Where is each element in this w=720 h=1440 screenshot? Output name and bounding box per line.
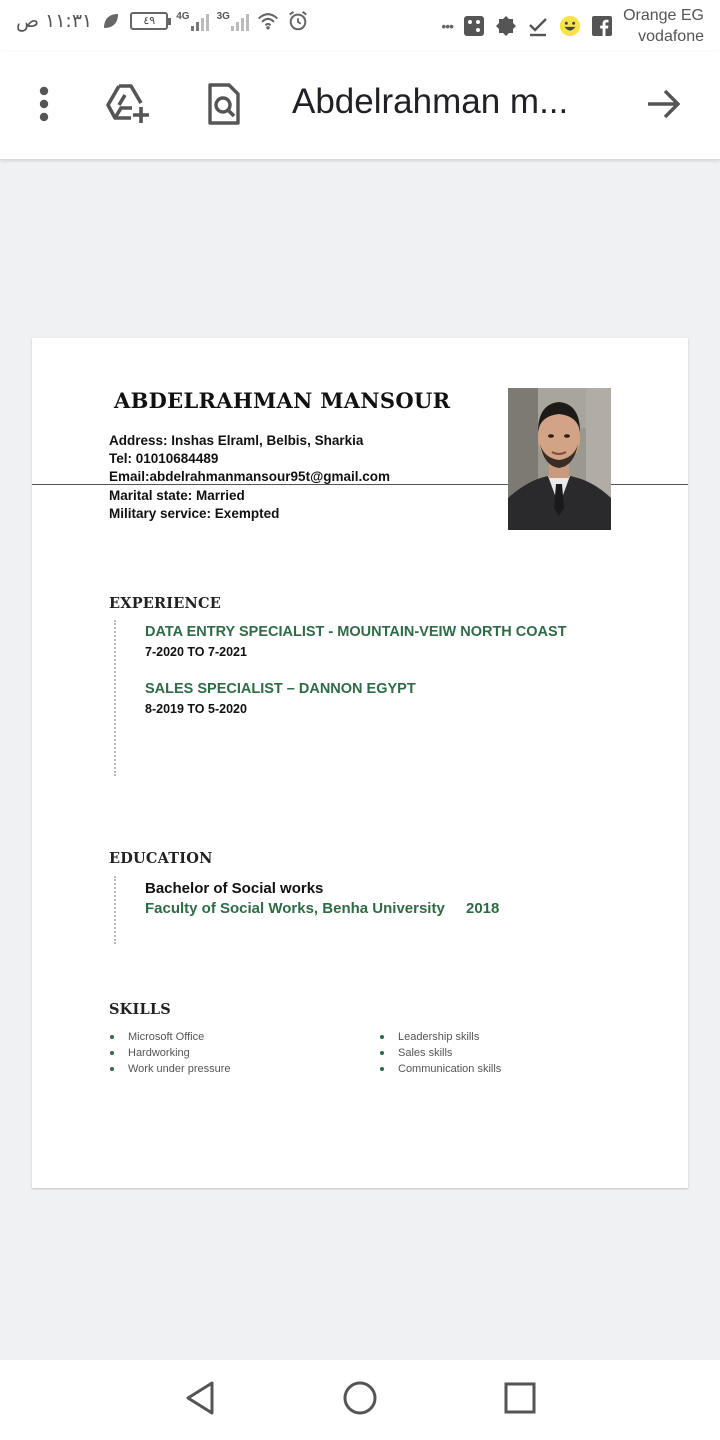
address: Address: Inshas Elraml, Belbis, Sharkia	[109, 433, 364, 448]
recents-button[interactable]	[500, 1380, 540, 1420]
arrow-forward-icon	[646, 88, 682, 125]
home-button[interactable]	[340, 1380, 380, 1420]
experience-heading: EXPERIENCE	[109, 595, 221, 612]
leaf-icon	[100, 10, 122, 32]
open-button[interactable]	[632, 74, 696, 138]
document-title: Abdelrahman m...	[292, 82, 569, 121]
clock: ١١:٣١ ص	[16, 10, 93, 32]
skill-item: Work under pressure	[109, 1061, 231, 1077]
contact-info	[109, 432, 390, 523]
add-to-drive-button[interactable]	[96, 74, 160, 138]
more-notifications-icon: •••	[441, 18, 454, 34]
signal-3g-icon	[217, 11, 249, 31]
document-page[interactable]	[32, 338, 688, 1188]
skill-item: Hardworking	[109, 1045, 231, 1061]
status-bar	[0, 0, 720, 52]
education-heading: EDUCATION	[109, 850, 213, 867]
add-to-drive-icon	[105, 83, 151, 130]
email: Email:abdelrahmanmansour95t@gmail.com	[109, 469, 390, 485]
profile-photo	[508, 388, 611, 530]
job-title: DATA ENTRY SPECIALIST - MOUNTAIN-VEIW NORTH COAST	[145, 624, 567, 640]
job-dates: 7-2020 TO 7-2021	[145, 645, 247, 659]
job-title: SALES SPECIALIST – DANNON EGYPT	[145, 681, 416, 697]
wifi-icon	[257, 10, 279, 32]
education-year: 2018	[466, 900, 500, 917]
recents-icon	[504, 1382, 536, 1419]
download-done-icon	[527, 15, 549, 37]
marital-state: Marital state: Married	[109, 487, 245, 503]
network-type-label: 4G	[176, 11, 190, 22]
home-icon	[342, 1380, 378, 1421]
battery-icon: ٤٩	[130, 12, 168, 30]
education-timeline	[114, 876, 116, 944]
dice-icon	[463, 15, 485, 37]
phone: Tel: 01010684489	[109, 451, 219, 467]
skills-list-right	[379, 1029, 501, 1077]
more-options-button[interactable]	[12, 74, 76, 138]
back-button[interactable]	[180, 1380, 220, 1420]
facebook-icon	[591, 15, 613, 37]
emoji-app-icon	[559, 15, 581, 37]
system-nav-bar	[0, 1360, 720, 1440]
military-service: Military service: Exempted	[109, 505, 280, 521]
skills-list-left	[109, 1029, 231, 1077]
settings-badge-icon	[495, 15, 517, 37]
back-icon	[184, 1380, 216, 1421]
signal-4g-icon	[176, 11, 208, 31]
skill-item: Communication skills	[379, 1061, 501, 1077]
skill-item: Microsoft Office	[109, 1029, 231, 1045]
carrier-2: vodafone	[638, 28, 704, 45]
skill-item: Leadership skills	[379, 1029, 501, 1045]
app-bar	[0, 52, 720, 160]
education-degree: Bachelor of Social works	[145, 880, 324, 897]
job-dates: 8-2019 TO 5-2020	[145, 702, 247, 716]
alarm-icon	[287, 10, 309, 32]
more-vert-icon	[38, 86, 50, 127]
network-type-label: 3G	[216, 11, 230, 22]
skills-heading: SKILLS	[109, 1001, 171, 1018]
skill-item: Sales skills	[379, 1045, 501, 1061]
experience-timeline	[114, 620, 116, 776]
resume-name: ABDELRAHMAN MANSOUR	[114, 388, 451, 413]
carrier-1: Orange EG	[623, 7, 704, 24]
carrier-names	[623, 5, 704, 47]
education-school: Faculty of Social Works, Benha University	[145, 900, 445, 917]
find-in-page-icon	[207, 83, 241, 130]
find-in-page-button[interactable]	[192, 74, 256, 138]
